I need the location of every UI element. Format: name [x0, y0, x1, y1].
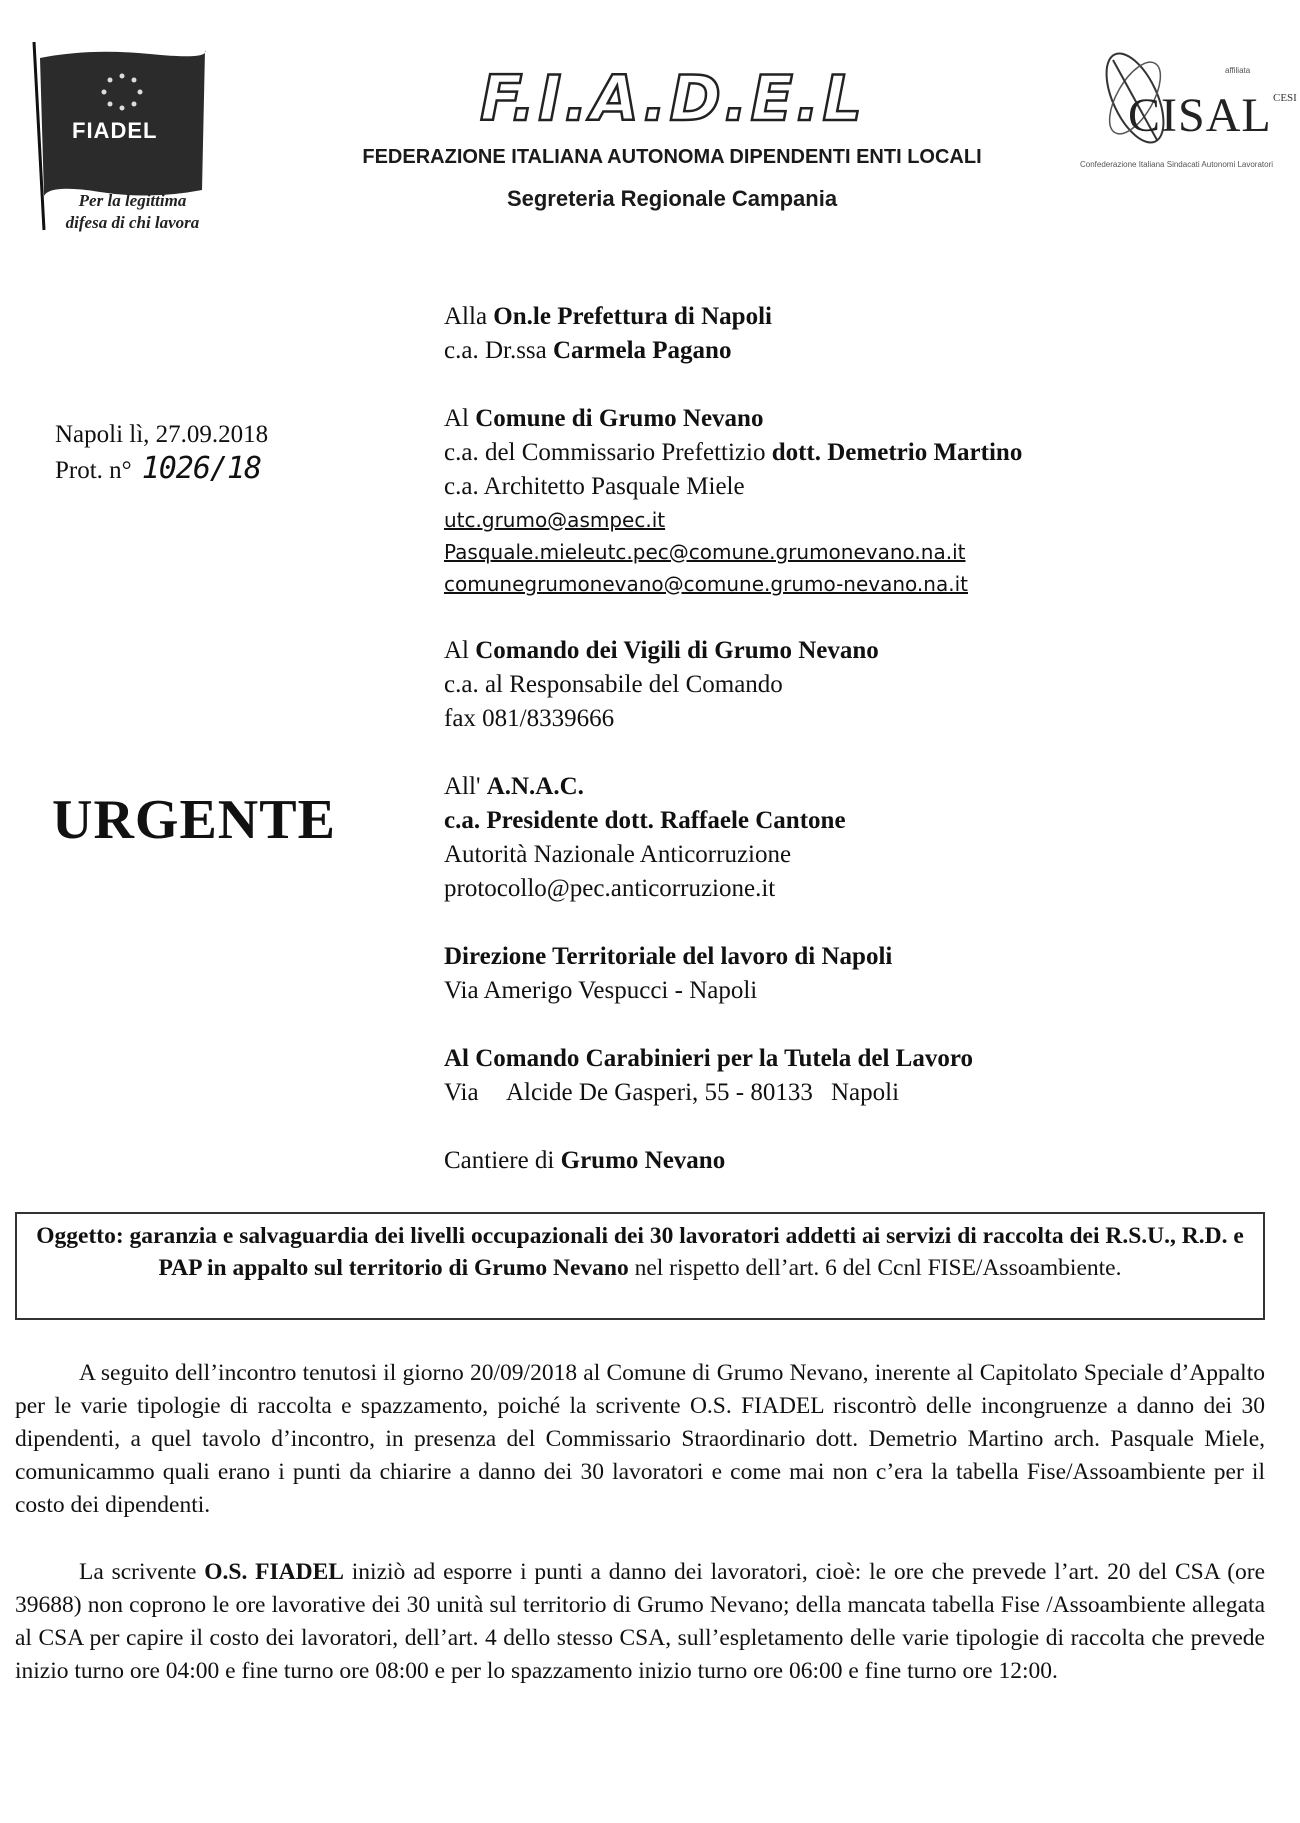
recipient-name: Comando dei Vigili di Grumo Nevano [475, 637, 879, 664]
recipient-carabinieri [444, 1042, 1264, 1110]
recipient-org: Autorità Nazionale Anticorruzione [444, 841, 792, 868]
recipient-line [444, 1144, 1264, 1178]
recipient-prefettura [444, 300, 1264, 368]
brand-title: F.I.A.D.E.L [480, 62, 865, 135]
recipient-prefix: Alla [444, 303, 494, 330]
cisal-top-label: affiliata [1225, 66, 1251, 75]
recipient-line [444, 1042, 1264, 1076]
motto [40, 190, 225, 234]
recipient-name: Grumo Nevano [560, 1147, 726, 1174]
body-paragraph-2 [15, 1556, 1265, 1688]
recipient-vigili [444, 634, 1264, 736]
p2-rest: iniziò ad esporre i punti a danno dei lavoratori, cioè: le ore che prevede l’art. 20 del CSA (ore 39688) non coprono le ore lavorative dei 30 unità sul territorio di Grumo Nevano; della mancata tabella Fise /Assoambiente allegata al CSA per capire il costo dei lavoratori, dell’art. 4 dello stesso CSA, sull’espletamento delle varie tipologie di raccolta che prevede inizio turno ore 04:00 e fine turno ore 08:00 e per lo spazzamento inizio turno ore 06:00 e fine turno ore 12:00. [15, 1559, 1266, 1684]
recipient-prefix: All' [444, 773, 487, 800]
cisal-small-label: CESI [1273, 92, 1297, 104]
body-paragraph-1: A seguito dell’incontro tenutosi il giorno 20/09/2018 al Comune di Grumo Nevano, inerente al Capitolato Speciale d’Appalto per le varie tipologie di raccolta e spazzamento, poiché la scrivente O.S. FIADEL riscontrò delle incongruenze a danno dei 30 dipendenti, a quel tavolo d’incontro, in presenza del Commissario Straordinario dott. Demetrio Martino arch. Pasquale Miele, comunicammo quali erano i punti da chiarire a danno dei 30 lavoratori e come mai non c’era la tabella Fise/Assoambiente per il costo dei dipendenti. [15, 1360, 1265, 1518]
recipient-line [444, 300, 1264, 334]
ca-name: c.a. Presidente dott. Raffaele Cantone [444, 807, 846, 834]
cisal-tagline: Confederazione Italiana Sindacati Autonomi Lavoratori [1080, 160, 1274, 169]
recipient-ca: c.a. al Responsabile del Comando [444, 671, 783, 698]
recipients-list [444, 300, 1264, 1212]
recipient-name: A.N.A.C. [486, 773, 584, 800]
urgent-label: URGENTE [52, 789, 336, 851]
letter-date: Napoli lì, 27.09.2018 [55, 421, 269, 448]
recipient-prefix: Cantiere di [444, 1147, 561, 1174]
motto-line-1: Per la legittima [78, 191, 187, 210]
subject-bold: Oggetto: garanzia e salvaguardia dei livelli occupazionali dei 30 lavoratori addetti ai servizi di raccolta dei R.S.U., R.D. e PAP in appalto sul territorio di Grumo Nevano [36, 1223, 1244, 1281]
recipient-ca [444, 436, 1264, 470]
recipient-line [444, 770, 1264, 804]
email-link-comune[interactable]: comunegrumonevano@comune.grumo-nevano.na.it [444, 572, 968, 596]
address-street: Alcide De Gasperi, 55 - 80133 [506, 1079, 813, 1106]
ca-name: dott. Demetrio Martino [771, 439, 1023, 466]
recipient-cantiere [444, 1144, 1264, 1178]
recipient-name: Direzione Territoriale del lavoro di Napoli [444, 943, 893, 970]
recipient-line [444, 634, 1264, 668]
cisal-wordmark: CISAL [1128, 89, 1272, 142]
recipient-name: On.le Prefettura di Napoli [493, 303, 772, 330]
recipient-comune [444, 402, 1264, 600]
recipient-prefix: Al [444, 405, 476, 432]
protocol-label: Prot. n° [55, 457, 132, 484]
ca-prefix: c.a. Dr.ssa [444, 337, 553, 364]
recipient-ca [444, 804, 1264, 838]
subject-rest: nel rispetto dell’art. 6 del Ccnl FISE/Assoambiente. [628, 1255, 1122, 1281]
p2-prefix: La scrivente [79, 1559, 205, 1585]
recipient-prefix: Al [444, 637, 476, 664]
flag-label: FIADEL [72, 118, 158, 143]
recipient-address: Via Amerigo Vespucci - Napoli [444, 977, 758, 1004]
letter-body [15, 1357, 1265, 1722]
recipient-direzione [444, 940, 1264, 1008]
recipient-email: protocollo@pec.anticorruzione.it [444, 875, 776, 902]
protocol-line [55, 452, 268, 488]
ca-prefix: c.a. del Commissario Prefettizio [444, 439, 772, 466]
recipient-line [444, 402, 1264, 436]
email-link-miele[interactable]: Pasquale.mieleutc.pec@comune.grumonevano.na.it [444, 540, 966, 564]
recipient-ca [444, 334, 1264, 368]
recipient-name: Comune di Grumo Nevano [475, 405, 764, 432]
motto-line-2: difesa di chi lavora [65, 213, 200, 232]
federation-name: FEDERAZIONE ITALIANA AUTONOMA DIPENDENTI ENTI LOCALI [362, 146, 982, 168]
protocol-number: 1026/18 [141, 451, 262, 486]
recipient-address [444, 1076, 1264, 1110]
ca-name: Carmela Pagano [553, 337, 732, 364]
date-protocol [55, 418, 268, 488]
recipient-ca-architect: c.a. Architetto Pasquale Miele [444, 473, 745, 500]
subject-box [15, 1212, 1265, 1320]
email-link-utc[interactable]: utc.grumo@asmpec.it [444, 508, 666, 532]
address-via: Via [444, 1079, 479, 1106]
recipient-name: Al Comando Carabinieri per la Tutela del Lavoro [444, 1045, 973, 1072]
recipient-fax: fax 081/8339666 [444, 705, 615, 732]
recipient-anac [444, 770, 1264, 906]
secretariat-name: Segreteria Regionale Campania [506, 186, 838, 211]
p2-bold: O.S. FIADEL [204, 1559, 344, 1585]
recipient-line [444, 940, 1264, 974]
address-city: Napoli [831, 1079, 900, 1106]
